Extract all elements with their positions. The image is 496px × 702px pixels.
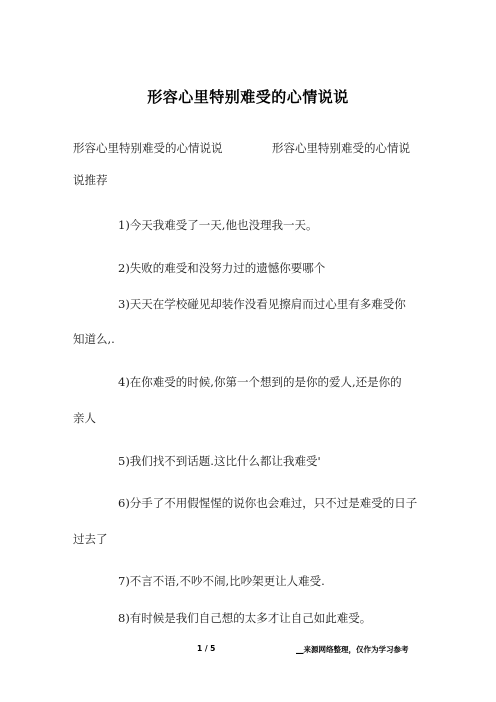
list-item: 6)分手了不用假惺惺的说你也会难过，只不过是难受的日子 (118, 496, 418, 510)
intro-text-a: 形容心里特别难受的心情说说 (73, 141, 223, 155)
intro-text-continued: 说推荐 (73, 173, 108, 187)
list-item-continued: 知道么,. (73, 332, 115, 346)
list-item-continued: 过去了 (73, 532, 108, 546)
list-item: 2)失败的难受和没努力过的遗憾你要哪个 (118, 261, 326, 275)
page-number: 1 / 5 (197, 644, 216, 653)
list-item: 5)我们找不到话题.这比什么都让我难受' (118, 454, 321, 468)
list-item: 1)今天我难受了一天,他也没理我一天。 (118, 218, 318, 232)
list-item-continued: 亲人 (73, 411, 96, 425)
source-text: 来源网络整理，仅作为学习参考 (303, 645, 409, 654)
list-item: 4)在你难受的时候,你第一个想到的是你的爱人,还是你的 (118, 375, 402, 389)
list-item: 7)不言不语,不吵不闹,比吵架更让人难受. (118, 574, 325, 588)
list-item: 8)有时候是我们自己想的太多才让自己如此难受。 (118, 611, 372, 625)
source-prefix: __ (296, 645, 304, 654)
document-title: 形容心里特别难受的心情说说 (147, 88, 349, 106)
source-note (296, 644, 409, 655)
list-item: 3)天天在学校碰见却装作没看见擦肩而过心里有多难受你 (118, 297, 406, 311)
intro-text-b: 形容心里特别难受的心情说 (272, 141, 410, 155)
